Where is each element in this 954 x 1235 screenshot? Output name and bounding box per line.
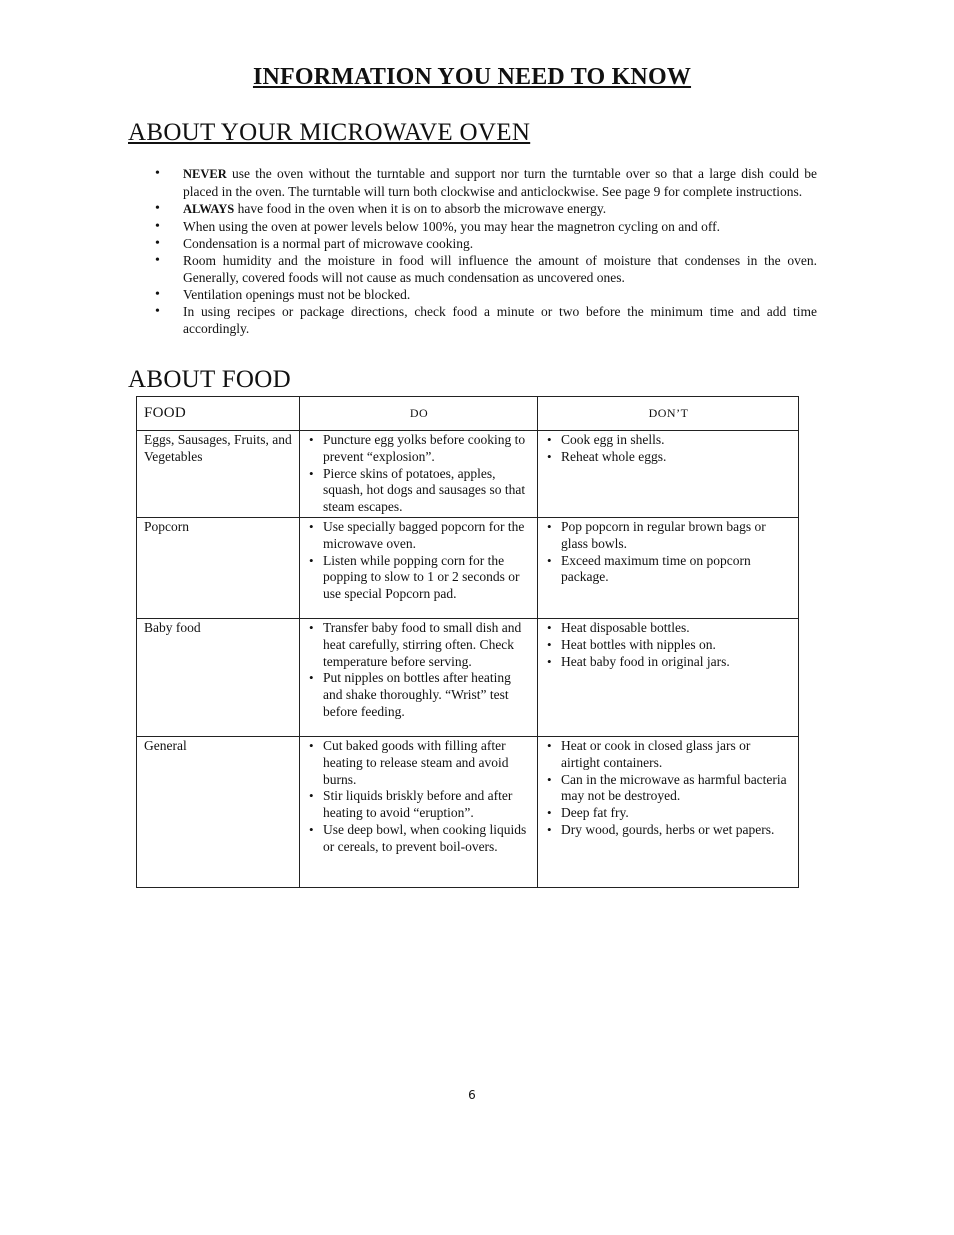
list-item — [183, 235, 817, 252]
list-item: • Heat bottles with nipples on. — [545, 637, 792, 654]
list-item — [183, 165, 817, 200]
list-item: • Use specially bagged popcorn for the microwave oven. — [307, 519, 531, 553]
list-item: • Dry wood, gourds, herbs or wet papers. — [545, 822, 792, 839]
do-cell — [300, 517, 538, 618]
list-item — [183, 200, 817, 218]
column-header-dont: DON’T — [538, 397, 799, 431]
food-cell: General — [137, 736, 300, 887]
do-cell — [300, 431, 538, 518]
list-item: • Listen while popping corn for the popping to slow to 1 or 2 seconds or use special Popcorn pad. — [307, 553, 531, 603]
emphasis-text: NEVER — [183, 167, 227, 181]
table-header-row — [137, 397, 799, 431]
dont-cell — [538, 618, 799, 736]
list-item: • Deep fat fry. — [545, 805, 792, 822]
table-row — [137, 618, 799, 736]
dont-cell — [538, 517, 799, 618]
list-item: • Cut baked goods with filling after heating to release steam and avoid burns. — [307, 738, 531, 788]
table-row — [137, 736, 799, 887]
section-heading-microwave-oven: ABOUT YOUR MICROWAVE OVEN — [128, 119, 531, 146]
list-item-text: When using the oven at power levels below 100%, you may hear the magnetron cycling on and off. — [183, 219, 720, 234]
list-item-text: Ventilation openings must not be blocked. — [183, 287, 411, 302]
list-item — [183, 218, 817, 235]
list-item: • Pierce skins of potatoes, apples, squash, hot dogs and sausages so that steam escapes. — [307, 466, 531, 516]
section-heading-food: ABOUT FOOD — [128, 366, 291, 393]
list-item-text: In using recipes or package directions, check food a minute or two before the minimum time and add time accordingly. — [183, 304, 817, 336]
dont-cell — [538, 431, 799, 518]
list-item — [183, 252, 817, 286]
table-row — [137, 431, 799, 518]
list-item-text: Condensation is a normal part of microwave cooking. — [183, 236, 474, 251]
column-header-do: DO — [300, 397, 538, 431]
list-item: • Heat or cook in closed glass jars or airtight containers. — [545, 738, 792, 772]
page-number: 6 — [468, 1088, 476, 1102]
list-item: • Stir liquids briskly before and after heating to avoid “eruption”. — [307, 788, 531, 822]
list-item: • Transfer baby food to small dish and heat carefully, stirring often. Check temperature before serving. — [307, 620, 531, 670]
list-item: • Reheat whole eggs. — [545, 449, 792, 466]
list-item: • Heat disposable bottles. — [545, 620, 792, 637]
dont-cell — [538, 736, 799, 887]
list-item: • Put nipples on bottles after heating and shake thoroughly. “Wrist” test before feeding. — [307, 670, 531, 720]
list-item-text: use the oven without the turntable and support nor turn the turntable over so that a large dish could be placed in the oven. The turntable will turn both clockwise and anticlockwise. See page 9 for complete instructions. — [183, 166, 817, 199]
list-item: • Exceed maximum time on popcorn package. — [545, 553, 792, 587]
food-cell: Baby food — [137, 618, 300, 736]
list-item: • Puncture egg yolks before cooking to prevent “explosion”. — [307, 432, 531, 466]
food-cell: Popcorn — [137, 517, 300, 618]
oven-info-list — [183, 165, 817, 337]
list-item: • Pop popcorn in regular brown bags or glass bowls. — [545, 519, 792, 553]
do-cell — [300, 736, 538, 887]
food-cell: Eggs, Sausages, Fruits, and Vegetables — [137, 431, 300, 518]
table-row — [137, 517, 799, 618]
list-item: • Can in the microwave as harmful bacteria may not be destroyed. — [545, 772, 792, 806]
page-title: INFORMATION YOU NEED TO KNOW — [252, 64, 692, 90]
do-cell — [300, 618, 538, 736]
list-item-text: Room humidity and the moisture in food will influence the amount of moisture that condenses in the oven. Generally, covered foods will not cause as much condensation as uncovered ones. — [183, 253, 817, 285]
list-item: • Cook egg in shells. — [545, 432, 792, 449]
list-item — [183, 286, 817, 303]
food-table — [136, 396, 799, 888]
column-header-food: FOOD — [137, 397, 300, 431]
emphasis-text: ALWAYS — [183, 202, 235, 216]
list-item: • Heat baby food in original jars. — [545, 654, 792, 671]
list-item — [183, 303, 817, 337]
list-item-text: have food in the oven when it is on to absorb the microwave energy. — [234, 201, 607, 216]
list-item: • Use deep bowl, when cooking liquids or cereals, to prevent boil-overs. — [307, 822, 531, 856]
